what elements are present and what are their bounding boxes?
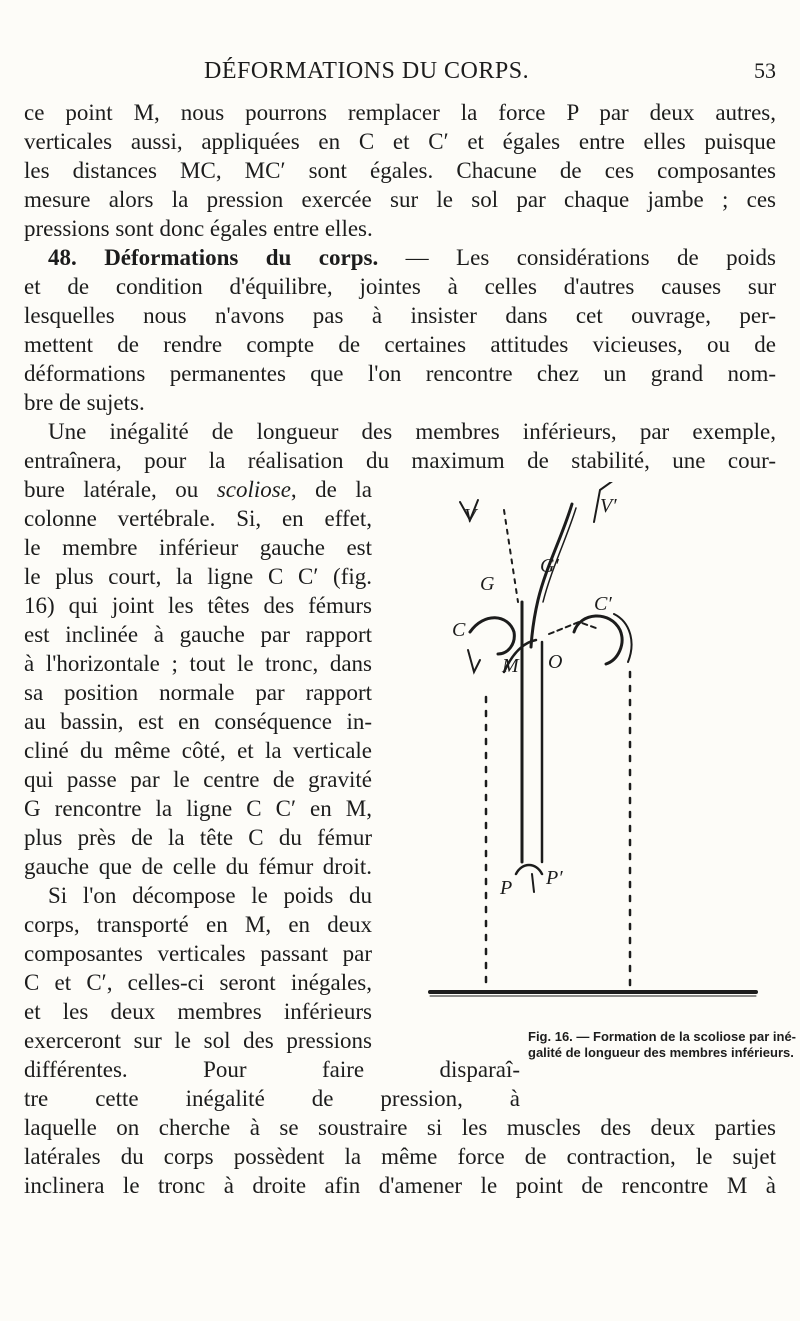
text-line: à l'horizontale ; tout le tronc, dans (24, 651, 372, 676)
text-line: corps, transporté en M, en deux (24, 912, 372, 937)
figure-caption (528, 1029, 797, 1061)
text-line: Si l'on décompose le poids du (48, 883, 372, 908)
text-line: composantes verticales passant par (24, 941, 372, 966)
text-line: laquelle on cherche à se soustraire si les muscles des deux parties (24, 1115, 776, 1140)
text-line: plus près de la tête C du fémur (24, 825, 372, 850)
label-p-prime: P′ (546, 867, 563, 889)
text-line: est inclinée à gauche par rapport (24, 622, 372, 647)
text-line: cliné du même côté, et la verticale (24, 738, 372, 763)
text-line: le membre inférieur gauche est (24, 535, 372, 560)
text-line: pressions sont donc égales entre elles. (24, 216, 373, 241)
page-number: 53 (754, 58, 776, 83)
text-line: exerceront sur le sol des pressions (24, 1028, 372, 1053)
text-line: inclinera le tronc à droite afin d'amener le point de rencontre M à (24, 1173, 776, 1198)
text-line: bre de sujets. (24, 390, 145, 415)
text-line: différentes. Pour faire disparaî- (24, 1057, 520, 1082)
text-line: entraînera, pour la réalisation du maximum de stabilité, une cour- (24, 448, 776, 473)
label-c: C (452, 619, 466, 641)
page-header (24, 58, 776, 88)
label-c-prime: C′ (594, 593, 612, 615)
label-v-prime: V′ (600, 495, 617, 517)
running-head: DÉFORMATIONS DU CORPS. (204, 58, 530, 84)
label-g-prime: G′ (540, 555, 559, 577)
text-line: mesure alors la pression exercée sur le sol par chaque jambe ; ces (24, 187, 776, 212)
text-line: au bassin, est en conséquence in- (24, 709, 372, 734)
line-c-c-prime (549, 622, 596, 634)
text-line: qui passe par le centre de gravité (24, 767, 372, 792)
text-line: G rencontre la ligne C C′ en M, (24, 796, 372, 821)
femur-left-fragment (468, 650, 480, 672)
scoliose-before: bure latérale, ou (24, 477, 217, 502)
section-title: Déformations du corps. (104, 245, 379, 270)
text-line: et les deux membres inférieurs (24, 999, 372, 1024)
label-v: V (464, 505, 477, 527)
text-line: verticales aussi, appliquées en C et C′ et égales entre elles puisque (24, 129, 776, 154)
label-p: P (500, 877, 513, 899)
gravity-line-dashed (504, 510, 518, 602)
text-line: tre cette inégalité de pression, à (24, 1086, 520, 1111)
text-line: C et C′, celles-ci seront inégales, (24, 970, 372, 995)
scoliose-after: , de la (290, 477, 372, 502)
scoliose-term: scoliose (216, 477, 291, 502)
section-heading-line (24, 243, 776, 272)
text-line: et de condition d'équilibre, jointes à celles d'autres causes sur (24, 274, 776, 299)
text-line: Une inégalité de longueur des membres inférieurs, par exemple, (48, 419, 776, 444)
label-g: G (480, 573, 495, 595)
label-m: M (502, 655, 519, 677)
text-line (24, 475, 372, 504)
caption-line: Fig. 16. — Formation de la scoliose par iné- (528, 1029, 797, 1044)
text-line: le plus court, la ligne C C′ (fig. (24, 564, 372, 589)
text-line: colonne vertébrale. Si, en effet, (24, 506, 372, 531)
text-line: latérales du corps possèdent la même force de contraction, le sujet (24, 1144, 776, 1169)
section-number: 48. (48, 245, 77, 270)
figure-16 (404, 482, 776, 1027)
femur-head-left (470, 618, 514, 654)
section-heading-rest: — Les considérations de poids (378, 245, 776, 270)
text-line: ce point M, nous pourrons remplacer la force P par deux autres, (24, 100, 776, 125)
text-line: sa position normale par rapport (24, 680, 372, 705)
femur-head-right (574, 616, 622, 664)
lower-stem (532, 874, 534, 892)
text-line: 16) qui joint les têtes des fémurs (24, 593, 372, 618)
text-line: gauche que de celle du fémur droit. (24, 854, 372, 879)
lower-junction (516, 865, 542, 874)
label-o: O (548, 651, 563, 673)
caption-line: galité de longueur des membres inférieurs. (528, 1045, 794, 1060)
text-line: les distances MC, MC′ sont égales. Chacune de ces composantes (24, 158, 776, 183)
scoliosis-diagram (404, 482, 776, 1027)
text-line: lesquelles nous n'avons pas à insister dans cet ouvrage, per- (24, 303, 776, 328)
text-line: déformations permanentes que l'on rencontre chez un grand nom- (24, 361, 776, 386)
text-line: mettent de rendre compte de certaines attitudes vicieuses, ou de (24, 332, 776, 357)
